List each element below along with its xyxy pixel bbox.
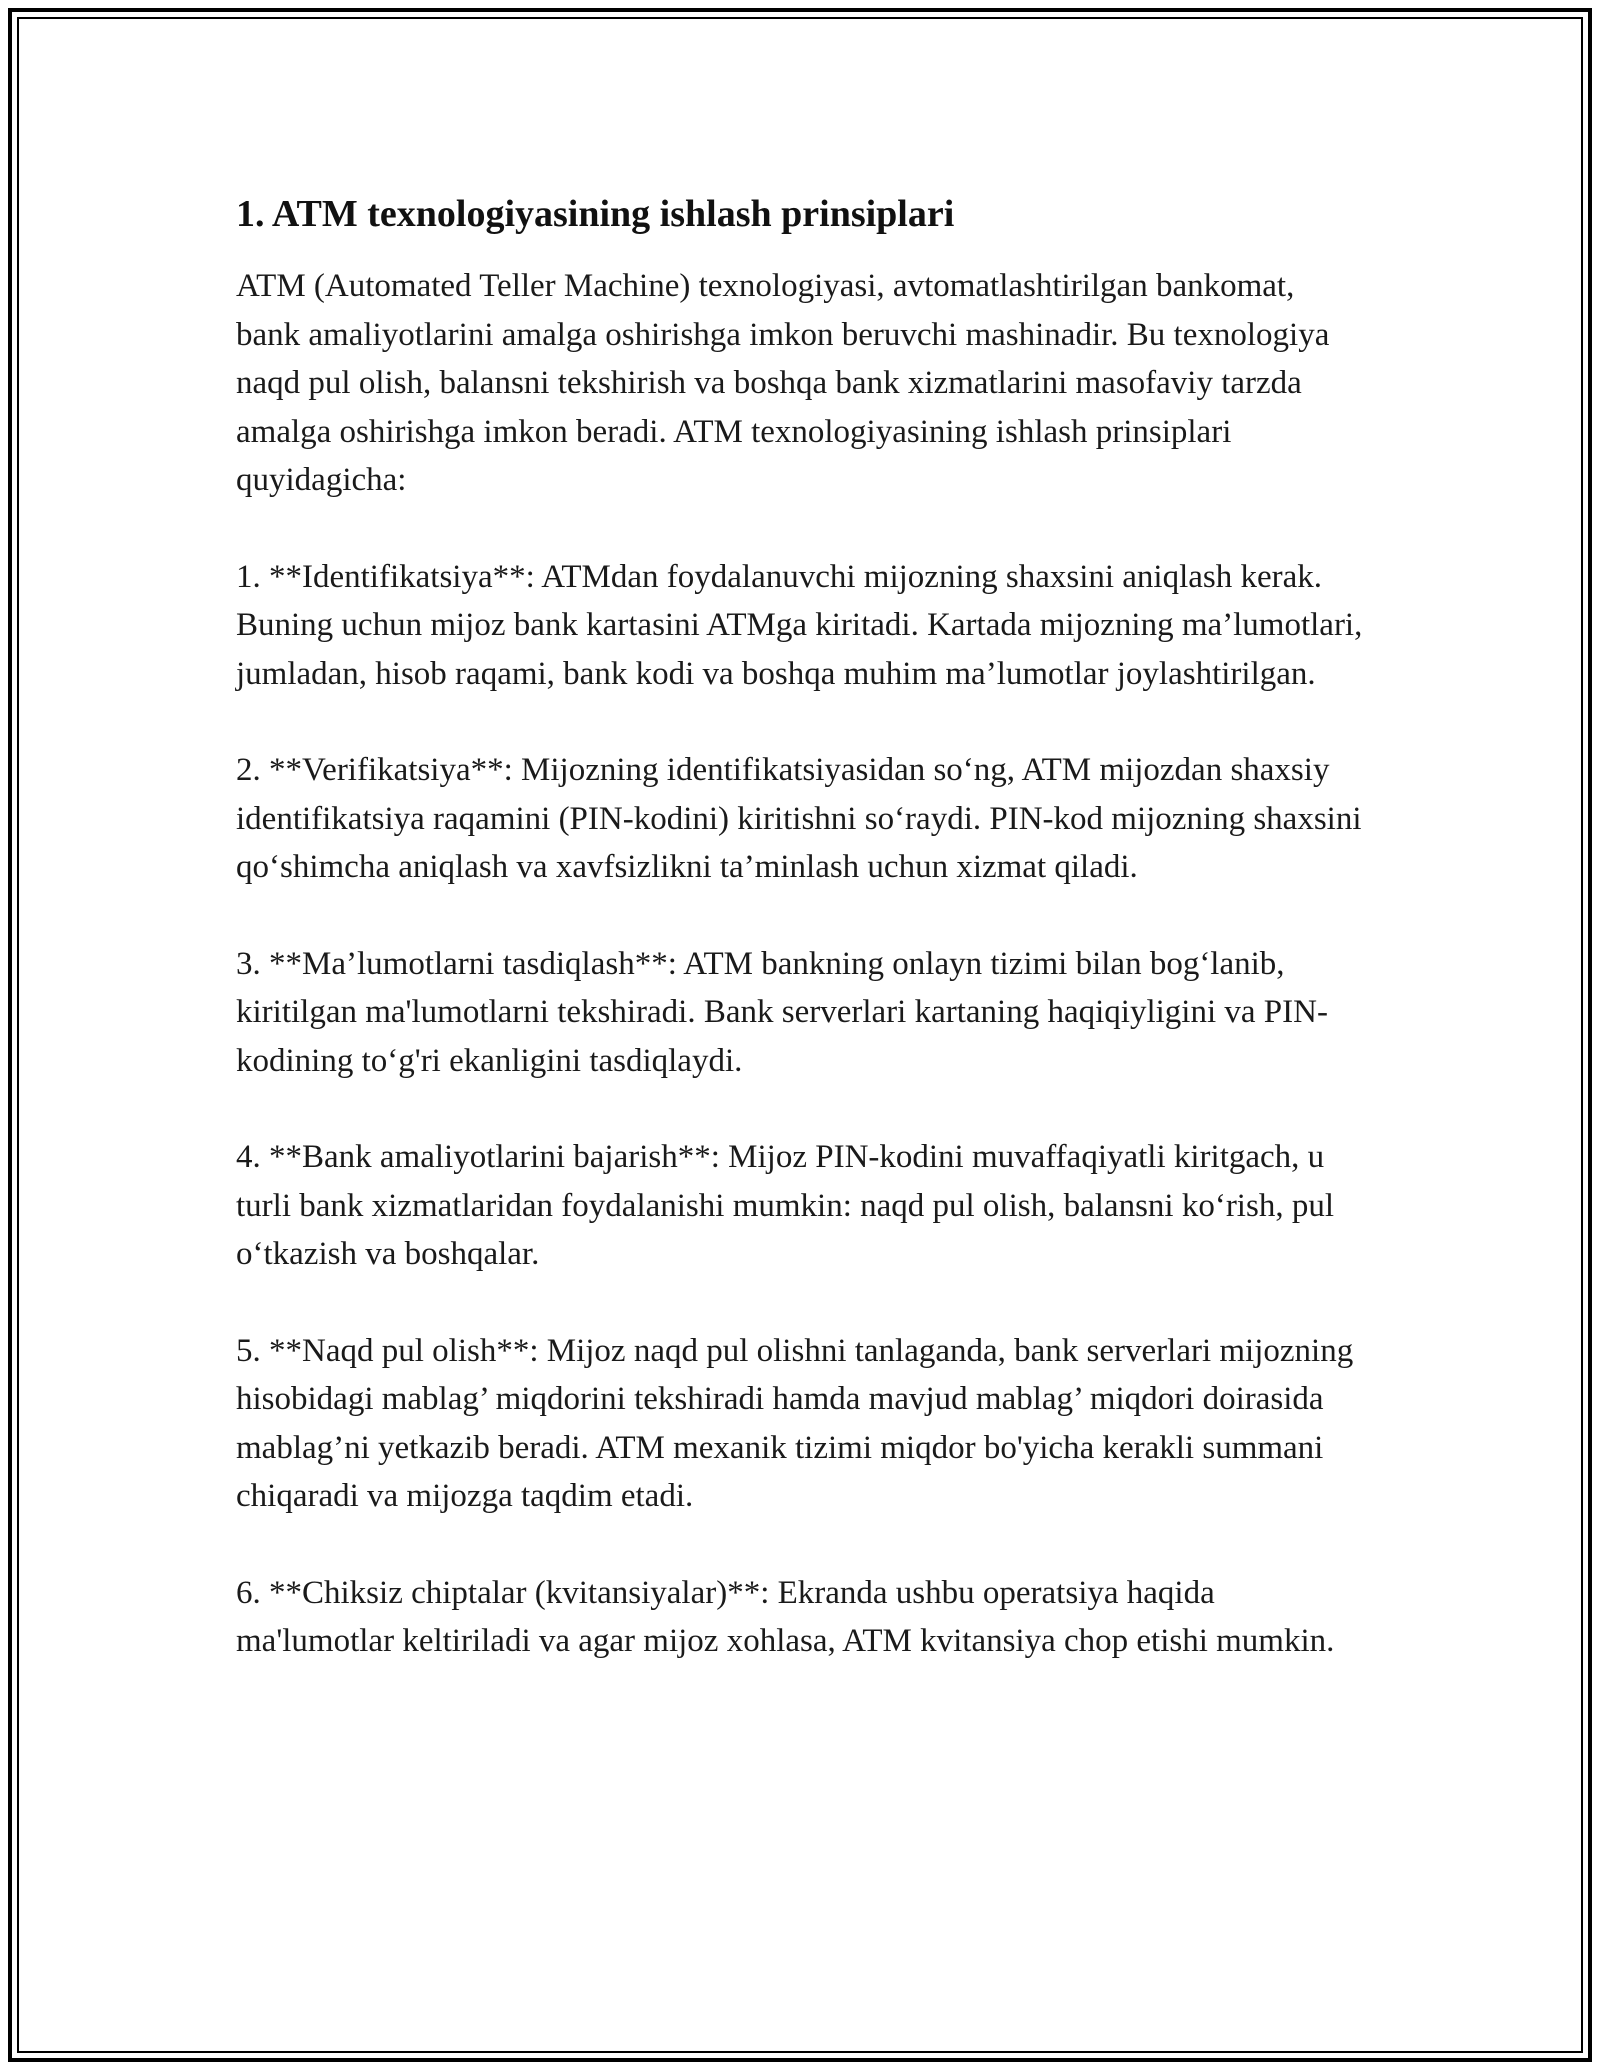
list-item-cash-withdrawal: 5. **Naqd pul olish**: Mijoz naqd pul olishni tanlaganda, bank serverlari mijozning hisobidagi mablag’ miqdorini tekshiradi hamda mavjud mablag’ miqdori doirasida mablag’ni yetkazib beradi. ATM mexanik tizimi miqdor bo'yicha kerakli summani chiqaradi va mijozga taqdim etadi. (236, 1332, 1354, 1514)
list-item-data-confirmation: 3. **Ma’lumotlarni tasdiqlash**: ATM bankning onlayn tizimi bilan bog‘lanib, kiritilgan ma'lumotlarni tekshiradi. Bank serverlari kartaning haqiqiyligini va PIN-kodining to‘g'ri ekanligini tasdiqlaydi. (236, 945, 1328, 1079)
list-item-identification: 1. **Identifikatsiya**: ATMdan foydalanuvchi mijozning shaxsini aniqlash kerak. Buning uchun mijoz bank kartasini ATMga kiritadi. Kartada mijozning ma’lumotlari, jumladan, hisob raqami, bank kodi va boshqa muhim ma’lumotlar joylashtirilgan. (236, 558, 1363, 692)
list-item-receipts: 6. **Chiksiz chiptalar (kvitansiyalar)**: Ekranda ushbu operatsiya haqida ma'lumotlar keltiriladi va agar mijoz xohlasa, ATM kvitansiya chop etishi mumkin. (236, 1574, 1335, 1659)
intro-paragraph: ATM (Automated Teller Machine) texnologiyasi, avtomatlashtirilgan bankomat, bank amaliyotlarini amalga oshirishga imkon beruvchi mashinadir. Bu texnologiya naqd pul olish, balansni tekshirish va boshqa bank xizmatlarini masofaviy tarzda amalga oshirishga imkon beradi. ATM texnologiyasining ishlash prinsiplari quyidagicha: (236, 268, 1330, 498)
section-heading: 1. ATM texnologiyasining ishlash prinsiplari (236, 193, 955, 235)
list-item-bank-operations: 4. **Bank amaliyotlarini bajarish**: Mijoz PIN-kodini muvaffaqiyatli kiritgach, u turli bank xizmatlaridan foydalanishi mumkin: naqd pul olish, balansni ko‘rish, pul o‘tkazish va boshqalar. (236, 1139, 1334, 1272)
list-item-verification: 2. **Verifikatsiya**: Mijozning identifikatsiyasidan so‘ng, ATM mijozdan shaxsiy identifikatsiya raqamini (PIN-kodini) kiritishni so‘raydi. PIN-kod mijozning shaxsini qo‘shimcha aniqlash va xavfsizlikni ta’minlash uchun xizmat qiladi. (236, 752, 1362, 885)
document-body (236, 186, 1366, 1714)
